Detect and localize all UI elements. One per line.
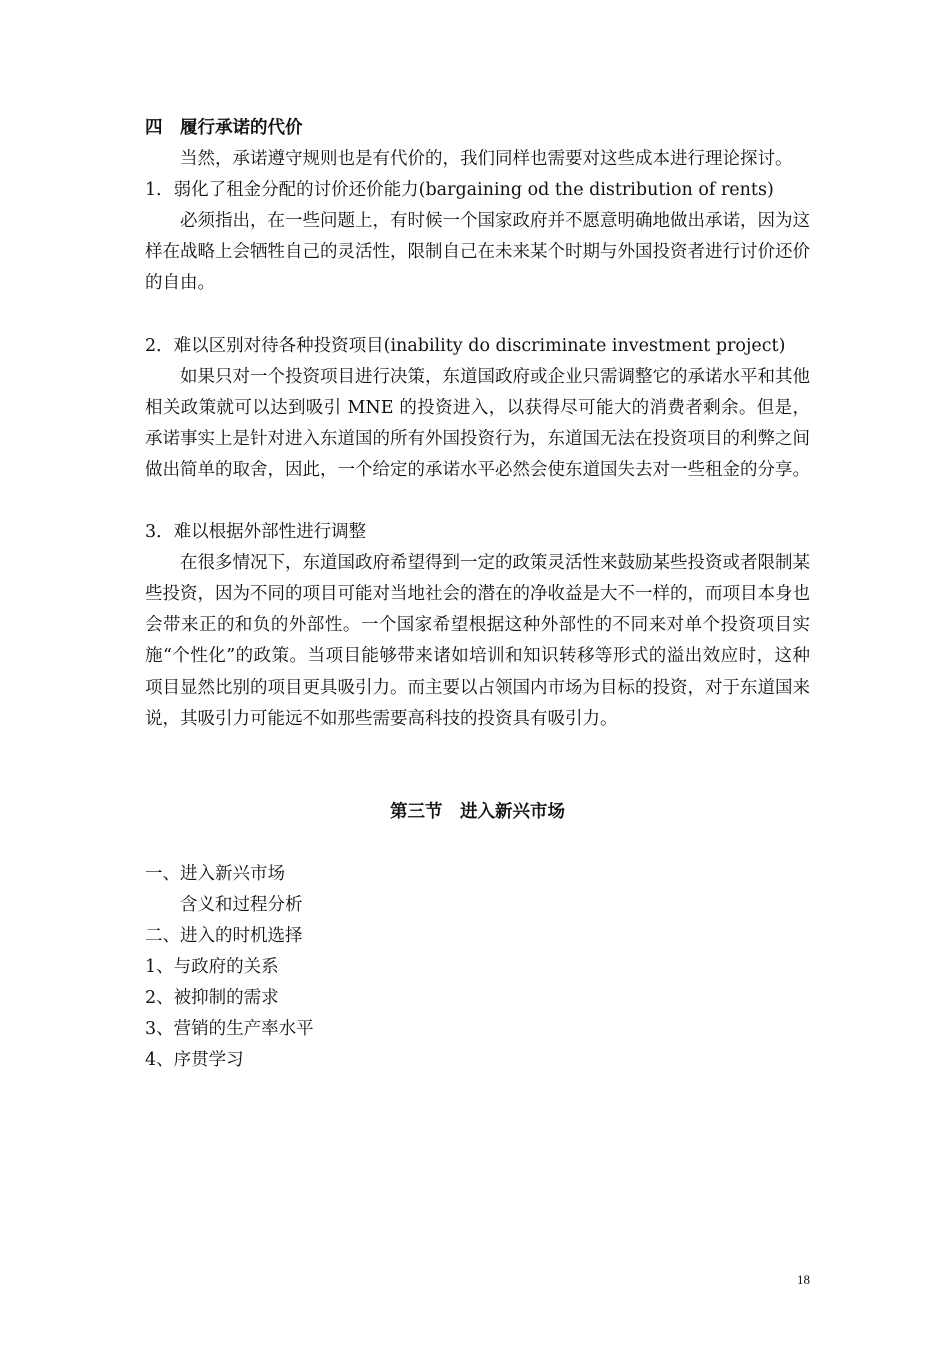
outline-item: 2、被抑制的需求	[145, 988, 279, 1009]
outline-item: 3、营销的生产率水平	[145, 1019, 314, 1040]
spacer	[145, 300, 810, 331]
page-content	[145, 113, 810, 1076]
section-heading: 四 履行承诺的代价	[145, 118, 303, 138]
outline-item: 二、进入的时机选择	[145, 925, 303, 946]
outline-item: 1、与政府的关系	[145, 957, 279, 978]
subsection-title-3: 3．难以根据外部性进行调整	[145, 522, 367, 543]
subsection-body-1: 必须指出，在一些问题上，有时候一个国家政府并不愿意明确地做出承诺，因为这样在战略上会牺牲自己的灵活性，限制自己在未来某个时期与外国投资者进行讨价还价的自由。	[145, 211, 810, 294]
subsection-body-2: 如果只对一个投资项目进行决策，东道国政府或企业只需调整它的承诺水平和其他相关政策就可以达到吸引 MNE 的投资进入，以获得尽可能大的消费者剩余。但是，承诺事实上是针对进入东道国的所有外国投资行为，东道国无法在投资项目的利弊之间做出简单的取舍，因此，一个给定的承诺水平必然会使东道国失去对一些租金的分享。	[145, 366, 810, 480]
section-intro-paragraph: 当然，承诺遵守规则也是有代价的，我们同样也需要对这些成本进行理论探讨。	[180, 149, 793, 170]
subsection-title-2: 2．难以区别对待各种投资项目(inability do discriminate investment project)	[145, 335, 786, 356]
outline-item: 一、进入新兴市场	[145, 863, 285, 884]
subsection-title-1: 1．弱化了租金分配的讨价还价能力(bargaining od the distribution of rents)	[145, 180, 774, 201]
spacer	[145, 735, 810, 797]
spacer	[145, 828, 810, 859]
spacer	[145, 486, 810, 517]
chapter-section-heading: 第三节 进入新兴市场	[390, 801, 565, 822]
page-number: 18	[797, 1272, 810, 1287]
subsection-body-3: 在很多情况下，东道国政府希望得到一定的政策灵活性来鼓励某些投资或者限制某些投资，因为不同的项目可能对当地社会的潜在的净收益是大不一样的，而项目本身也会带来正的和负的外部性。一个国家希望根据这种外部性的不同来对单个投资项目实施“个性化”的政策。当项目能够带来诸如培训和知识转移等形式的溢出效应时，这种项目显然比别的项目更具吸引力。而主要以占领国内市场为目标的投资，对于东道国来说，其吸引力可能远不如那些需要高科技的投资具有吸引力。	[145, 553, 810, 729]
outline-item: 4、序贯学习	[145, 1050, 244, 1071]
outline-subitem: 含义和过程分析	[180, 894, 303, 915]
